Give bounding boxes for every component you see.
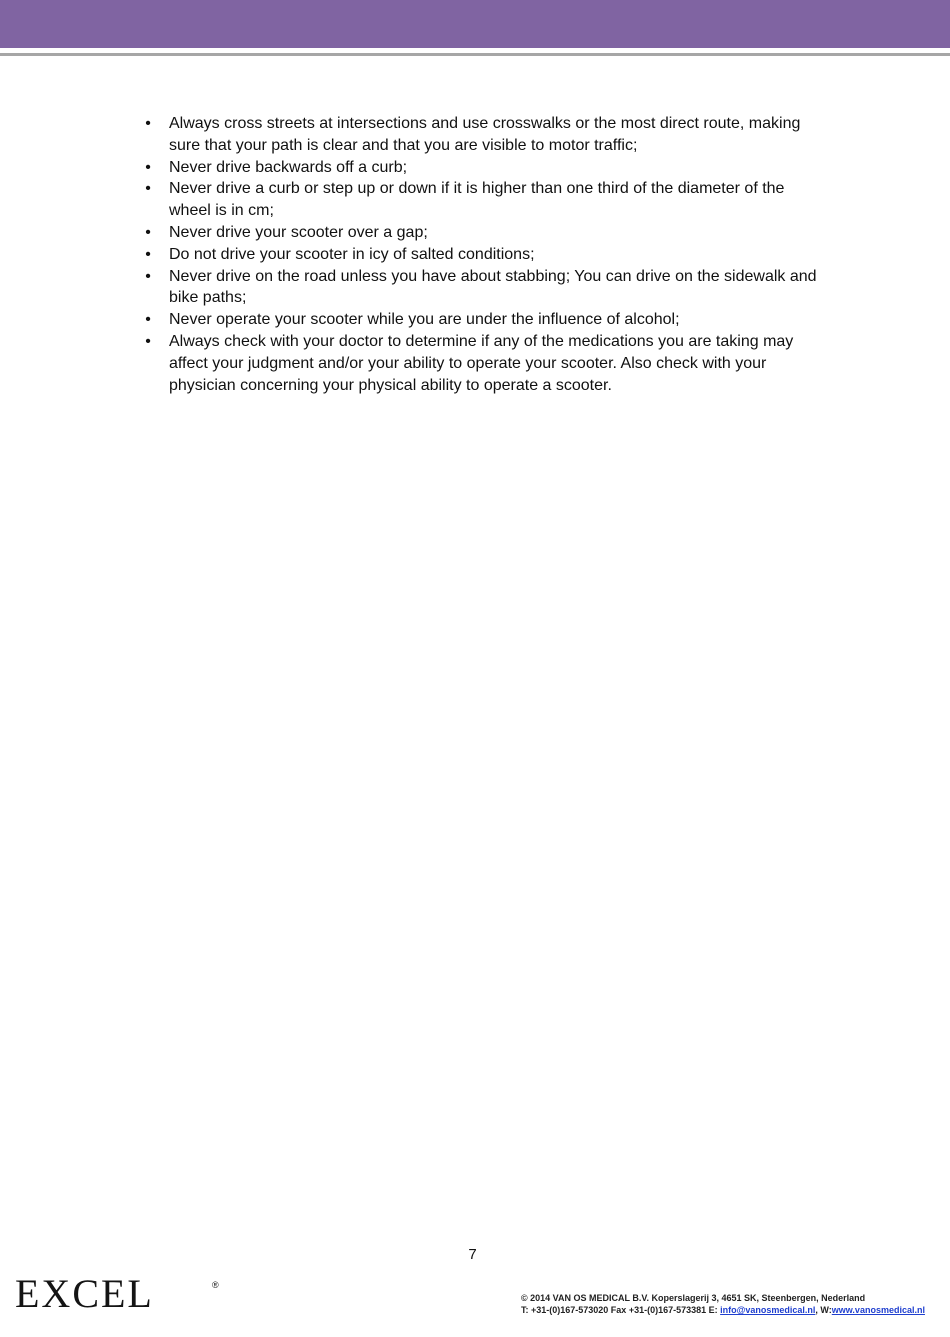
bullet-icon: • (145, 245, 151, 263)
list-item-text: Always cross streets at intersections and use crosswalks or the most direct route, making sure that your path is clear and that you are visible to motor traffic; (169, 115, 801, 154)
excel-logo: EXCEL (15, 1271, 154, 1316)
footer-copyright: © 2014 VAN OS MEDICAL B.V. Koperslagerij 3, 4651 SK, Steenbergen, Nederland (521, 1293, 866, 1303)
website-link[interactable]: www.vanosmedical.nl (831, 1305, 925, 1315)
bullet-icon: • (145, 267, 151, 285)
list-item-text: Never drive your scooter over a gap; (169, 223, 428, 241)
footer-contact (521, 1292, 925, 1316)
list-item (138, 266, 828, 310)
list-item (138, 244, 828, 266)
bullet-icon: • (145, 311, 151, 329)
list-item (138, 157, 828, 179)
footer-contact-line (521, 1304, 925, 1316)
list-item (138, 222, 828, 244)
bullet-icon: • (145, 223, 151, 241)
header-rule (0, 53, 950, 56)
list-item-text: Never drive backwards off a curb; (169, 158, 408, 176)
bullet-icon: • (145, 180, 151, 198)
list-item-text: Always check with your doctor to determine if any of the medications you are taking may affect your judgment and/or your ability to operate your scooter. Also check with your physician concerning your physical ability to operate a scooter. (169, 332, 794, 394)
page-number: 7 (468, 1246, 477, 1263)
email-link[interactable]: info@vanosmedical.nl (720, 1305, 816, 1315)
bullet-icon: • (145, 115, 151, 132)
footer-phone-fax: T: +31-(0)167-573020 Fax +31-(0)167-573381 E: (521, 1305, 721, 1315)
list-item-text: Never operate your scooter while you are under the influence of alcohol; (169, 311, 680, 329)
list-item (138, 309, 828, 331)
list-item-text: Never drive a curb or step up or down if it is higher than one third of the diameter of the wheel is in cm; (169, 180, 785, 220)
list-item-text: Never drive on the road unless you have about stabbing; You can drive on the sidewalk and bike paths; (169, 267, 817, 307)
list-item (138, 331, 828, 396)
footer-separator: , W: (815, 1305, 832, 1315)
list-item (138, 113, 828, 157)
bullet-icon: • (145, 332, 151, 350)
list-item-text: Do not drive your scooter in icy of salted conditions; (169, 245, 535, 263)
registered-mark-icon: ® (212, 1280, 219, 1290)
safety-bullet-list (138, 113, 828, 396)
bullet-icon: • (145, 158, 151, 176)
header-band (0, 0, 950, 48)
list-item (138, 178, 828, 222)
